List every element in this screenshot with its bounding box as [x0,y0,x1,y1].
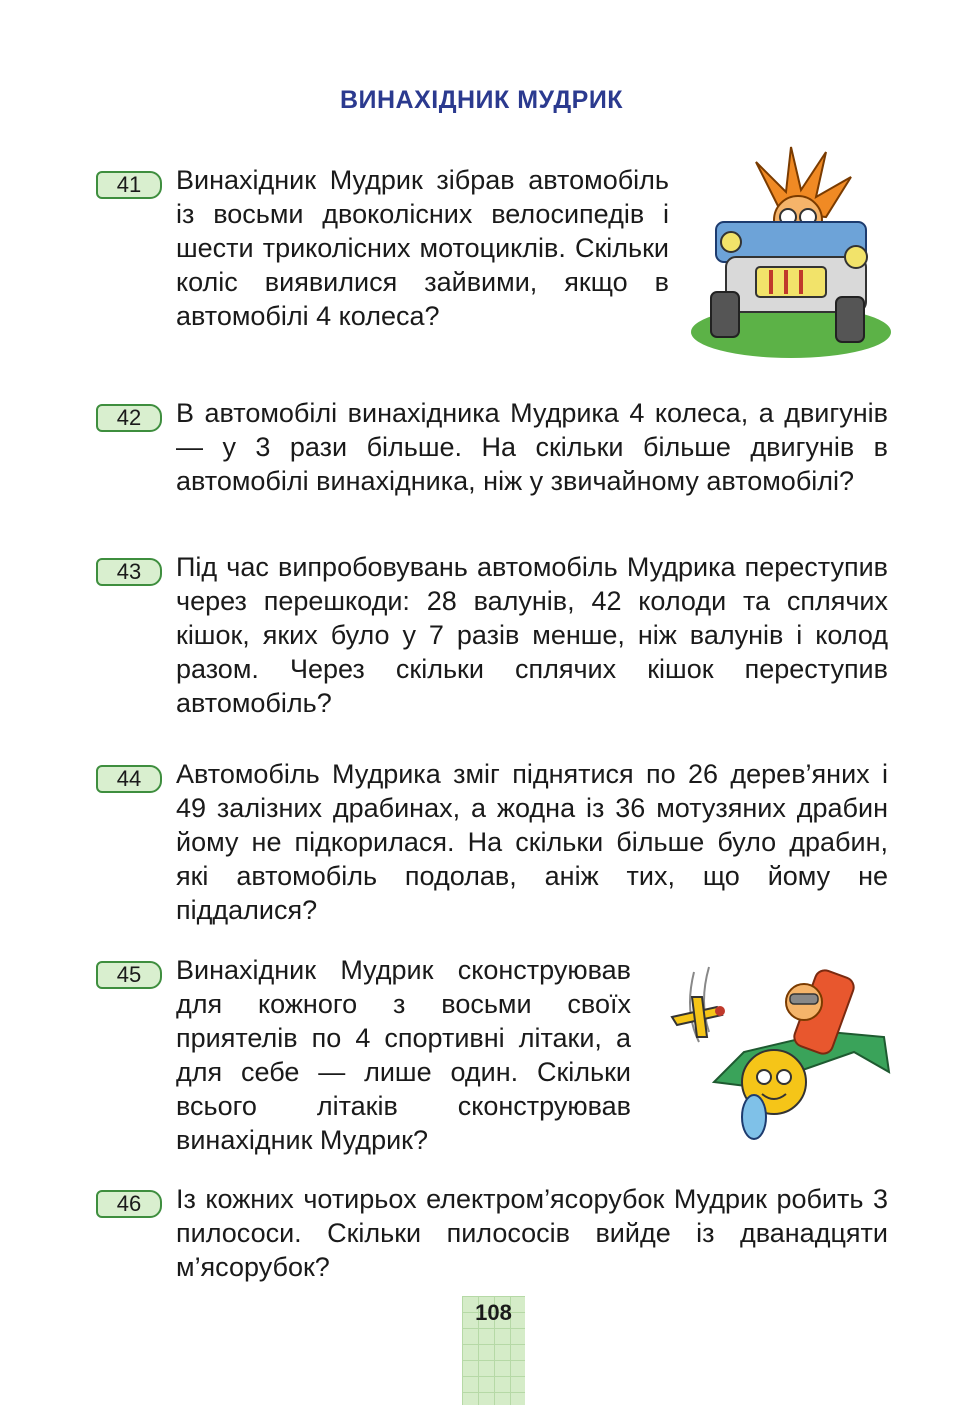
problem-text: Під час випробовувань автомобіль Мудрика переступив через перешкоди: 28 валунів, 42 колоди та сплячих кішок, яких було у 7 разів менше, ніж валунів і колод разом. Через скільки сплячих кішок переступив автомобіль? [176,552,888,718]
problem-text: Автомобіль Мудрика зміг піднятися по 26 дерев’яних і 49 залізних драбинах, а жодна із 36 мотузяних драбин йому не підкорилася. На скільки більше було драбин, які автомобіль подолав, аніж тих, що йому не піддалися? [176,759,888,925]
problem-number-badge: 45 [96,961,162,989]
car-inventor-illustration [686,142,896,362]
problem-number-badge: 41 [96,171,162,199]
problem-text: В автомобілі винахідника Мудрика 4 колеса, а двигунів — у 3 рази більше. На скільки більше двигунів в автомобілі винахідника, ніж у звичайному автомобілі? [176,398,888,496]
problem-text: Винахідник Мудрик зібрав автомобіль із восьми двоколісних велосипедів і шести триколісних мотоциклів. Скільки коліс виявилися зайвими, якщо в автомобілі 4 колеса? [176,165,669,331]
problem-text: Із кожних чотирьох електром’ясорубок Мудрик робить 3 пилососи. Скільки пилососів вийде із дванадцяти м’ясорубок? [176,1184,888,1282]
page-title: ВИНАХІДНИК МУДРИК [339,86,624,114]
problem-number-badge: 42 [96,404,162,432]
airplane-inventor-illustration [654,952,894,1142]
problem-text: Винахідник Мудрик сконструював для кожного з восьми своїх приятелів по 4 спортивні літаки, а для себе — лише один. Скільки всього літаків сконструював винахідник Мудрик? [176,955,631,1155]
problem-number-badge: 43 [96,558,162,586]
page-number: 108 [475,1300,512,1325]
page-number-box [462,1296,525,1405]
problem-number-badge: 46 [96,1190,162,1218]
problem-number-badge: 44 [96,765,162,793]
